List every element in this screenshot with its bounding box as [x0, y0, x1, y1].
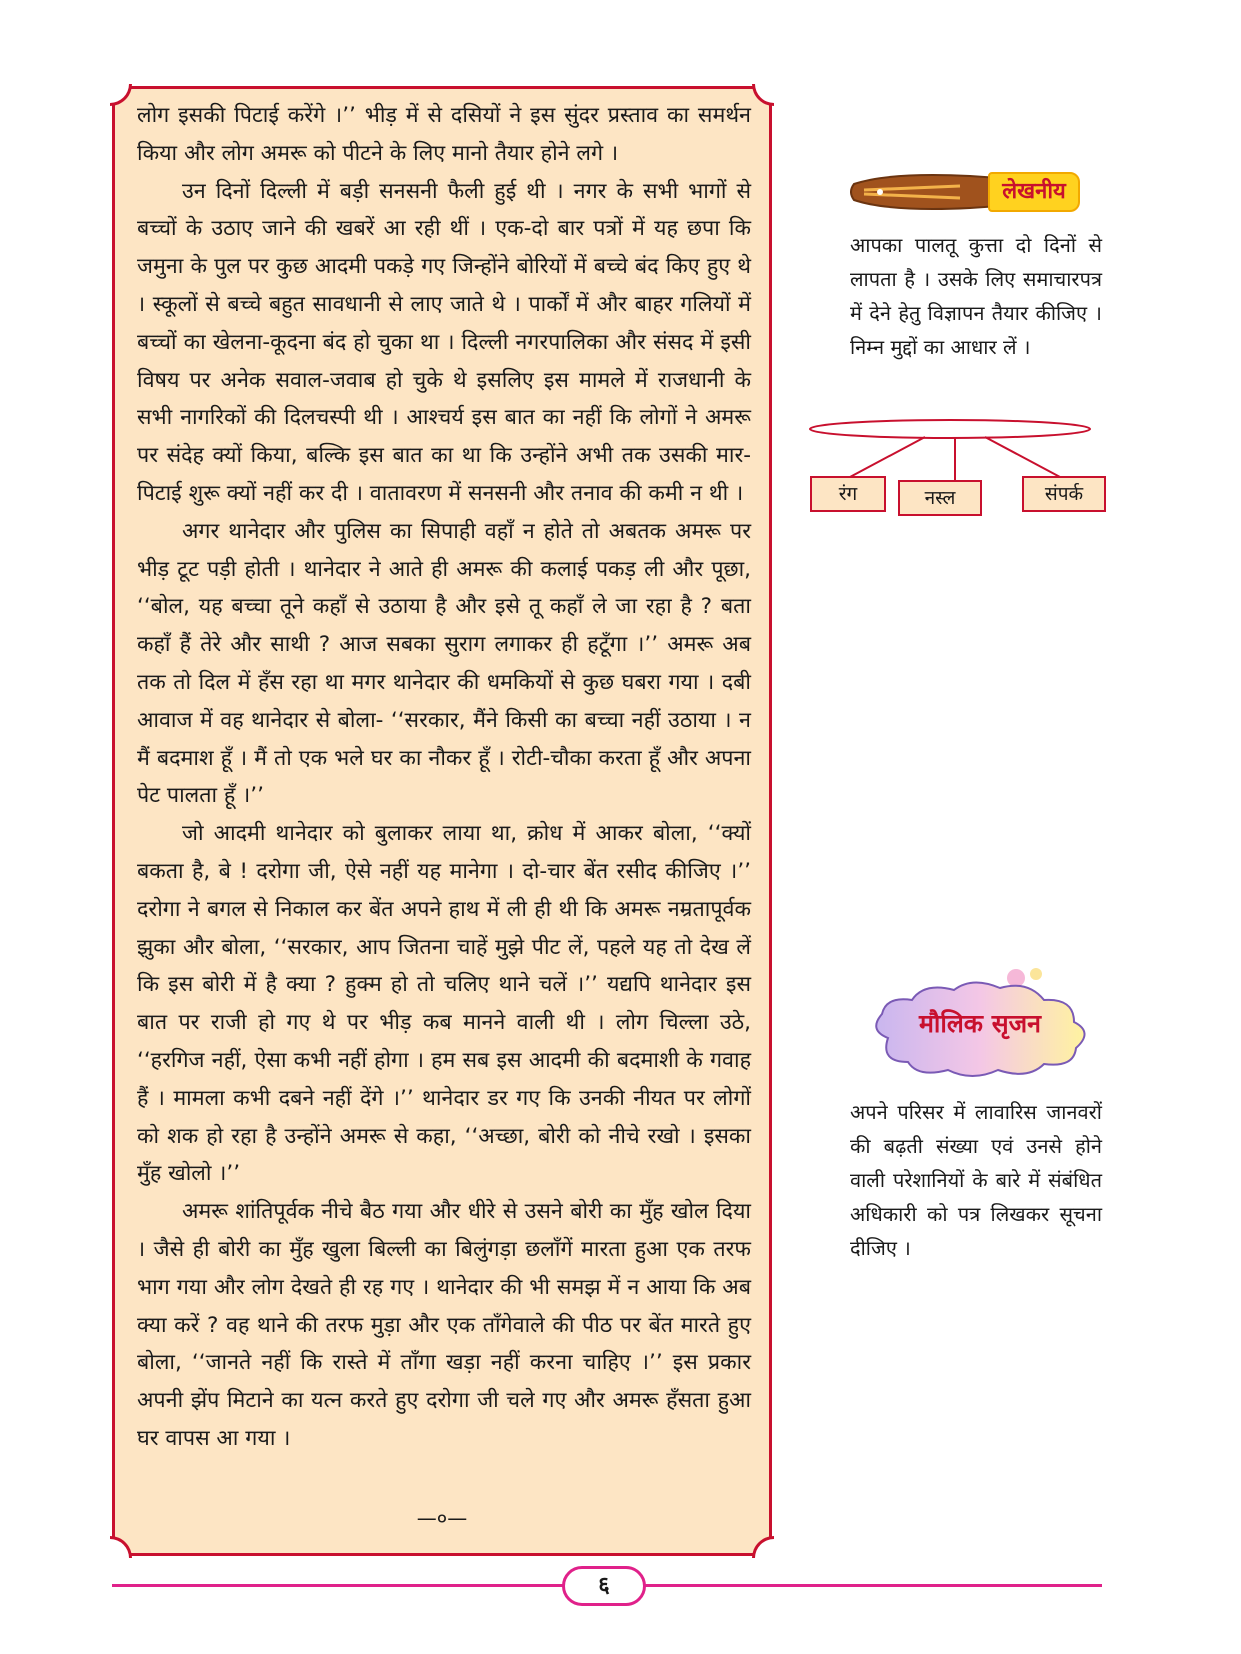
panel-corner	[752, 84, 774, 106]
story-paragraph: अगर थानेदार और पुलिस का सिपाही वहाँ न होते तो अबतक अमरू पर भीड़ टूट पड़ी होती । थानेदार ने आते ही अमरू की कलाई पकड़ ली और पूछा, ‘‘बोल, यह बच्चा तूने कहाँ से उठाया है और इसे तू कहाँ ले जा रहा है ? बता कहाँ हैं तेरे और साथी ? आज सबका सुराग लगाकर ही हटूँगा ।’’ अमरू अब तक तो दिल में हँस रहा था मगर थानेदार की धमकियों से कुछ घबरा गया । दबी आवाज में वह थानेदार से बोला- ‘‘सरकार, मैंने किसी का बच्चा नहीं उठाया । न मैं बदमाश हूँ । मैं तो एक भले घर का नौकर हूँ । रोटी-चौका करता हूँ और अपना पेट पालता हूँ ।’’	[137, 518, 751, 809]
story-paragraph: अमरू शांतिपूर्वक नीचे बैठ गया और धीरे से उसने बोरी का मुँह खोल दिया । जैसे ही बोरी का मुँह खुला बिल्ली का बिलुंगड़ा छलाँगें मारता हुआ एक तरफ भाग गया और लोग देखते ही रह गए । थानेदार की भी समझ में न आया कि अब क्या करें ? वह थाने की तरफ मुड़ा और एक ताँगेवाले की पीठ पर बेंत मारते हुए बोला, ‘‘जानते नहीं कि रास्ते में ताँगा खड़ा नहीं करना चाहिए ।’’ इस प्रकार अपनी झेंप मिटाने का यत्न करते हुए दरोगा जी चले गए और अमरू हँसता हुआ घर वापस आ गया ।	[137, 1199, 751, 1451]
story-paragraph: लोग इसकी पिटाई करेंगे ।’’ भीड़ में से दसियों ने इस सुंदर प्रस्ताव का समर्थन किया और लोग अमरू को पीटने के लिए मानो तैयार होने लगे ।	[137, 103, 751, 166]
story-text	[137, 97, 751, 1458]
creation-title: मौलिक सृजन	[918, 1009, 1042, 1038]
writing-title: लेखनीय	[988, 172, 1080, 212]
point-breed-box: नस्ल	[898, 480, 982, 516]
writing-instructions: आपका पालतू कुत्ता दो दिनों से लापता है । उसके लिए समाचारपत्र में देने हेतु विज्ञापन तैयार कीजिए । निम्न मुद्दों का आधार लें ।	[850, 233, 1102, 359]
story-end-mark: —०—	[416, 1506, 468, 1530]
creation-instructions: अपने परिसर में लावारिस जानवरों की बढ़ती संख्या एवं उनसे होने वाली परेशानियों के बारे में संबंधित अधिकारी को पत्र लिखकर सूचना दीजिए ।	[850, 1100, 1102, 1260]
point-contact-box: संपर्क	[1022, 476, 1106, 512]
panel-corner	[110, 84, 132, 106]
panel-corner	[752, 1536, 774, 1558]
point-color-box: रंग	[810, 476, 886, 512]
page-number: ६	[562, 1566, 646, 1606]
story-paragraph: उन दिनों दिल्ली में बड़ी सनसनी फैली हुई थी । नगर के सभी भागों से बच्चों के उठाए जाने की खबरें आ रही थीं । एक-दो बार पत्रों में यह छपा कि जमुना के पुल पर कुछ आदमी पकड़े गए जिन्होंने बोरियों में बच्चे बंद किए हुए थे । स्कूलों से बच्चे बहुत सावधानी से लाए जाते थे । पार्कों में और बाहर गलियों में बच्चों का खेलना-कूदना बंद हो चुका था । दिल्ली नगरपालिका और संसद में इसी विषय पर अनेक सवाल-जवाब हो चुके थे इसलिए इस मामले में राजधानी के सभी नागरिकों की दिलचस्पी थी । आश्चर्य इस बात का नहीं कि लोगों ने अमरू पर संदेह क्यों किया, बल्कि इस बात का था कि उन्होंने अभी तक उसकी मार-पिटाई शुरू क्यों नहीं कर दी । वातावरण में सनसनी और तनाव की कमी न थी ।	[137, 178, 751, 506]
story-paragraph: जो आदमी थानेदार को बुलाकर लाया था, क्रोध में आकर बोला, ‘‘क्यों बकता है, बे ! दरोगा जी, ऐसे नहीं यह मानेगा । दो-चार बेंत रसीद कीजिए ।’’ दरोगा ने बगल से निकाल कर बेंत अपने हाथ में ली ही थी कि अमरू नम्रतापूर्वक झुका और बोला, ‘‘सरकार, आप जितना चाहें मुझे पीट लें, पहले यह तो देख लें कि इस बोरी में है क्या ? हुक्म हो तो चलिए थाने चलें ।’’ यद्यपि थानेदार इस बात पर राजी हो गए थे पर भीड़ कब मानने वाली थी । लोग चिल्ला उठे, ‘‘हरगिज नहीं, ऐसा कभी नहीं होगा । हम सब इस आदमी की बदमाशी के गवाह हैं । मामला कभी दबने नहीं देंगे ।’’ थानेदार डर गए कि उनकी नीयत पर लोगों को शक हो रहा है उन्होंने अमरू से कहा, ‘‘अच्छा, बोरी को नीचे रखो । इसका मुँह खोलो ।’’	[137, 821, 751, 1187]
story-panel	[112, 86, 772, 1556]
panel-corner	[110, 1536, 132, 1558]
